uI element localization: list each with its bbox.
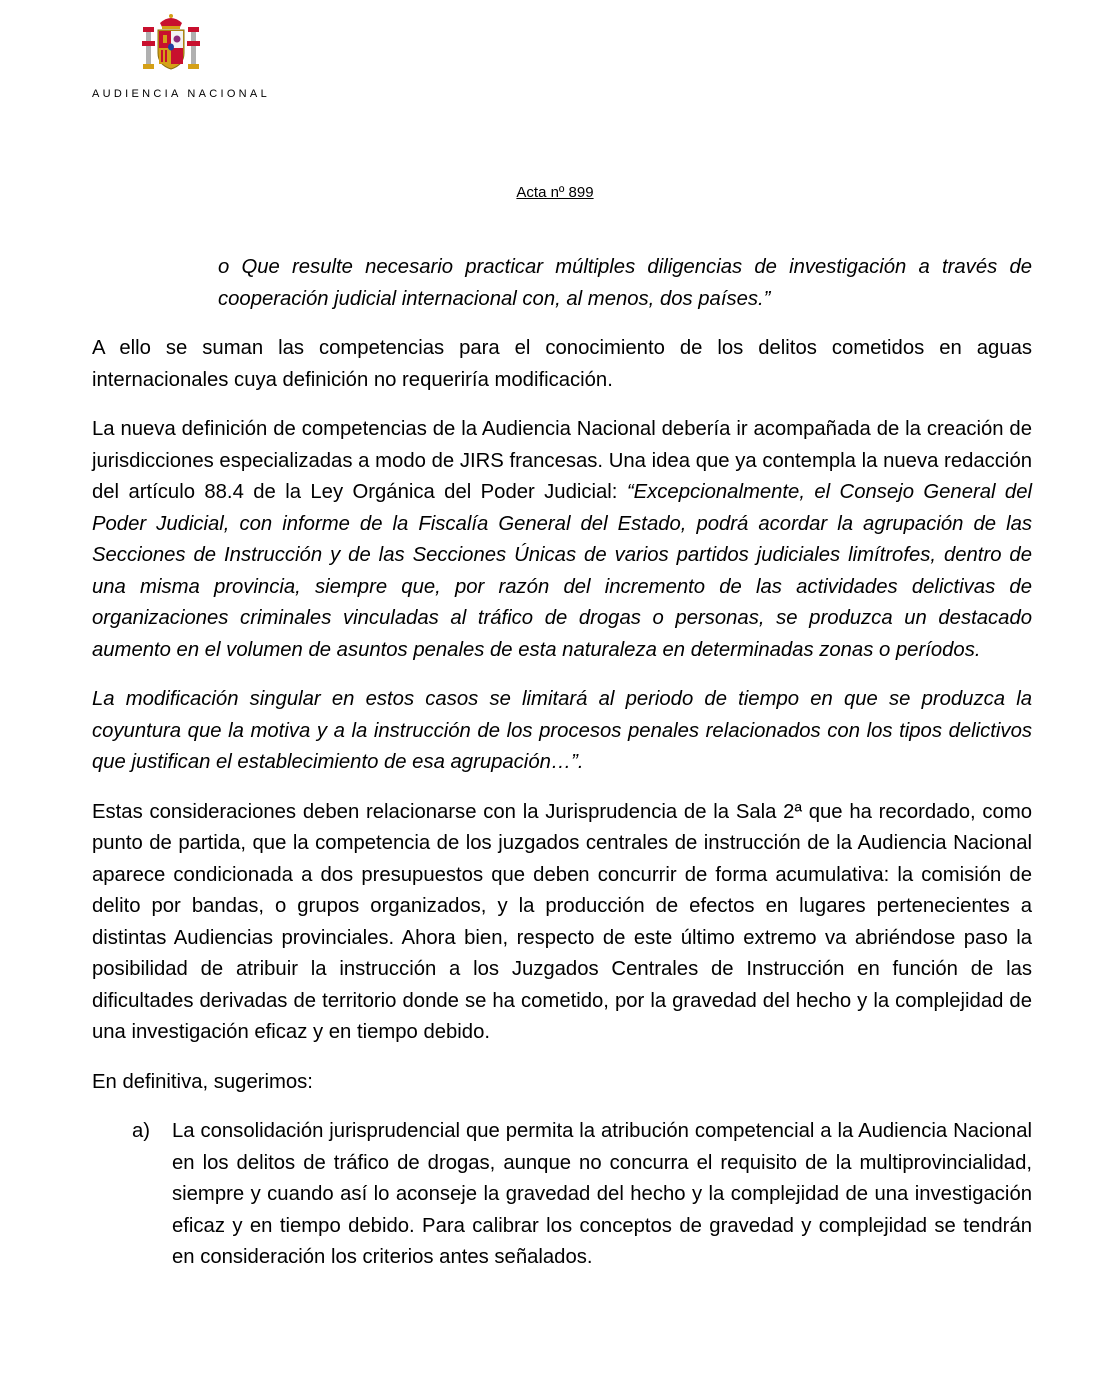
legal-quote: “Excepcionalmente, el Consejo General del Poder Judicial, con informe de la Fiscalía General del Estado, podrá acordar la agrupación de las Secciones de Instrucción y de las Secciones Únicas de varios partidos judiciales limítrofes, dentro de una misma provincia, siempre que, por razón del incremento de las actividades delictivas de organizaciones criminales vinculadas al tráfico de drogas o personas, se produzca un destacado aumento en el volumen de asuntos penales de esta naturaleza en determinadas zonas o períodos. — [92, 481, 1032, 661]
institution-name: AUDIENCIA NACIONAL — [92, 88, 270, 100]
paragraph-jurisprudence: Estas consideraciones deben relacionarse con la Jurisprudencia de la Sala 2ª que ha recordado, como punto de partida, que la competencia de los juzgados centrales de instrucción de la Audiencia Nacional aparece condicionada a dos presupuestos que deben concurrir de forma acumulativa: la comisión de delito por bandas, o grupos organizados, y la producción de efectos en lugares pertenecientes a distintas Audiencias provinciales. Ahora bien, respecto de este último extremo va abriéndose paso la posibilidad de atribuir la instrucción a los Juzgados Centrales de Instrucción en función de las dificultades derivadas de territorio donde se ha cometido, por la gravedad del hecho y la complejidad de una investigación eficaz y en tiempo debido. — [92, 800, 1032, 1043]
list-item — [92, 1116, 1032, 1274]
paragraph-international-waters: A ello se suman las competencias para el conocimiento de los delitos cometidos en aguas internacionales cuya definición no requeriría modificación. — [92, 337, 1032, 391]
paragraph-new-definition — [92, 414, 1032, 666]
acta-title-text: Acta nº 899 — [516, 184, 594, 201]
list-marker: a) — [132, 1120, 151, 1142]
coat-of-arms-icon — [140, 13, 202, 73]
document-body — [92, 252, 1032, 1274]
quoted-list-item: o Que resulte necesario practicar múltiples diligencias de investigación a través de cooperación judicial internacional con, al menos, dos países.” — [218, 256, 1032, 310]
paragraph-new-definition-intro: La nueva definición de competencias de la Audiencia Nacional debería ir acompañada de la creación de jurisdicciones especializadas a modo de JIRS francesas. Una idea que ya contempla la nueva redacción del artículo 88.4 de la Ley Orgánica del Poder Judicial: — [92, 418, 1032, 503]
paragraph-suggestions-intro: En definitiva, sugerimos: — [92, 1070, 313, 1093]
paragraph-singular-modification: La modificación singular en estos casos se limitará al periodo de tiempo en que se produzca la coyuntura que la motiva y a la instrucción de los procesos penales relacionados con los tipos delictivos que justifican el establecimiento de esa agrupación…”. — [92, 688, 1032, 773]
list-item-text: La consolidación jurisprudencial que permita la atribución competencial a la Audiencia Nacional en los delitos de tráfico de drogas, aunque no concurra el requisito de la multiprovincialidad, siempre y cuando así lo aconseje la gravedad del hecho y la complejidad de una investigación eficaz y en tiempo debido. Para calibrar los conceptos de gravedad y complejidad se tendrán en consideración los criterios antes señalados. — [172, 1120, 1032, 1268]
acta-title — [0, 184, 1110, 201]
